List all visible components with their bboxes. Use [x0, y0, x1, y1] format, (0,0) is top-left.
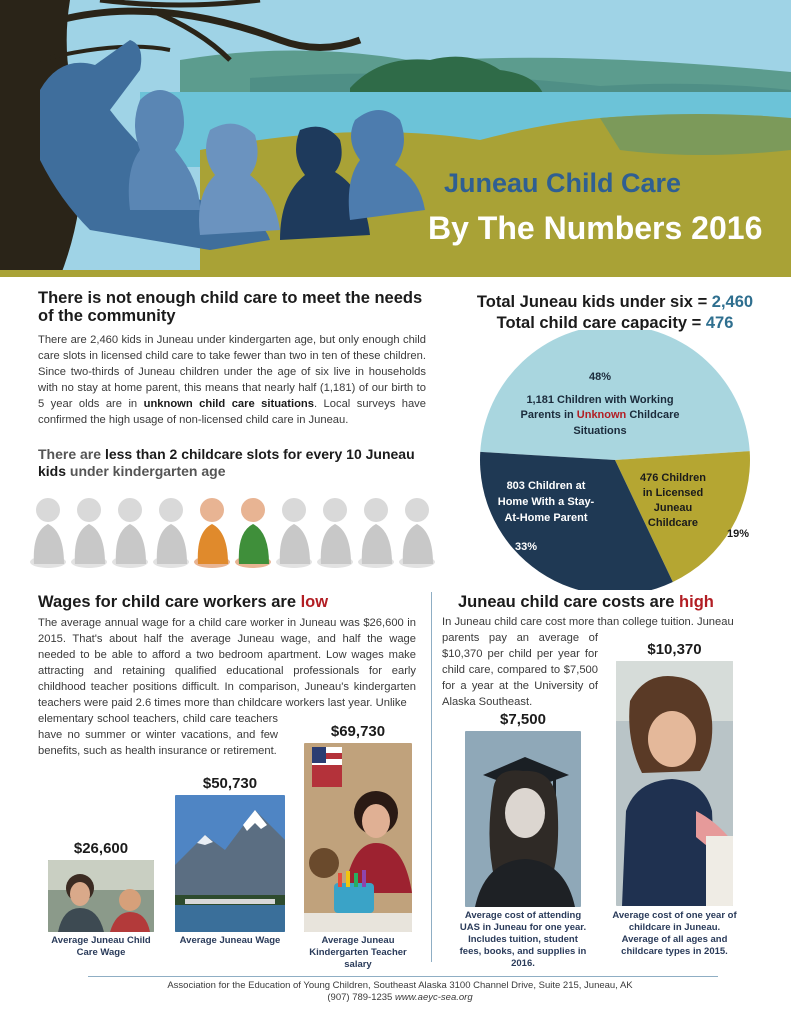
capacity-label: Total child care capacity =: [496, 314, 706, 332]
total-kids-value: 2,460: [711, 293, 754, 311]
pie-text-licensed-2: in Licensed: [642, 487, 704, 499]
intro-text-1: There are 2,460 kids in Juneau under kindergarten age, but only enough child care slots in licensed child care to take fewer than two in ten of these children. Since two-thirds of Juneau children under the age of six live in households with no stay at home parent, this means that nearly half (1,181) of our birth to 5 year olds are in: [38, 334, 426, 410]
column-divider: [431, 592, 432, 962]
wages-paragraph: The average annual wage for a child care worker in Juneau was $26,600 in 2015. That's about half the average Juneau wage, and half the wage needed to be able to afford a two bedroom apartment. Low wages make attracting and retaining qualified educational professionals for early childhood teacher positions difficult. In comparison, Juneau's kindergarten teachers were paid 2.6 times more than childcare workers last year. Unlike: [38, 617, 416, 709]
title-line-2: By The Numbers 2016: [428, 210, 763, 246]
footer: [60, 980, 740, 1004]
intro-text-2: . Local surveys have confirmed the high usage of non-licensed child care in Juneau.: [38, 398, 426, 426]
baby-gray: [358, 498, 394, 568]
footer-contact: [60, 992, 740, 1004]
costs-paragraph: parents pay an average of $10,370 per child per year for child care, compared to $7,500 for a year at the University of Alaska Southeast.: [442, 632, 598, 708]
baby-highlighted: [235, 498, 271, 568]
wages-heading-b: low: [300, 593, 329, 611]
baby-gray: [317, 498, 353, 568]
babies-row: [22, 488, 440, 570]
pie-text-licensed-3: Juneau: [653, 502, 693, 514]
wage-value-average: $50,730: [202, 775, 258, 792]
childcare-worker-photo: [48, 860, 154, 932]
wages-heading: [38, 593, 328, 611]
intro-paragraph: [38, 332, 426, 428]
intro-text-bold: unknown child care situations: [143, 398, 314, 410]
wage-caption-childcare: Average Juneau Child Care Wage: [51, 935, 151, 958]
pie-text-unknown-1: 1,181 Children with Working: [526, 394, 674, 406]
child-drawing-photo: [616, 661, 733, 906]
totals-block: [440, 292, 790, 334]
costs-heading-b: high: [679, 593, 714, 611]
wage-caption-average: Average Juneau Wage: [179, 935, 281, 946]
slots-heading: [38, 446, 418, 480]
baby-gray: [71, 498, 107, 568]
graduate-photo: [465, 731, 581, 907]
pie-text-home-1: 803 Children at: [506, 480, 586, 492]
total-kids-label: Total Juneau kids under six =: [476, 293, 712, 311]
total-kids-line: [440, 292, 790, 313]
slots-heading-c: under kindergarten age: [66, 463, 226, 479]
kindergarten-teacher-photo: [304, 743, 412, 932]
baby-highlighted: [194, 498, 230, 568]
pie-pct-licensed: 19%: [726, 528, 750, 540]
slots-heading-a: There are: [38, 446, 105, 462]
footer-divider: [88, 976, 718, 977]
cost-value-uas: $7,500: [500, 711, 546, 728]
pie-text-home-3: At-Home Parent: [504, 512, 588, 524]
pie-chart: [440, 330, 791, 590]
wages-paragraph-tail: elementary school teachers, child care teachers have no summer or winter vacations, and few benefits, such as health insurance or retirement.: [38, 713, 278, 757]
pie-pct-home: 33%: [514, 541, 538, 553]
baby-gray: [276, 498, 312, 568]
pie-text-licensed-1: 476 Children: [639, 472, 707, 484]
pie-text-licensed-4: Childcare: [647, 517, 699, 529]
title-line-1: Juneau Child Care: [444, 168, 682, 198]
pie-text-unknown-2: Parents in Unknown Childcare: [520, 409, 680, 421]
costs-paragraph-top: In Juneau child care cost more than college tuition. Juneau: [442, 616, 734, 628]
costs-heading-a: Juneau child care costs are: [458, 593, 680, 611]
footer-address: Association for the Education of Young Children, Southeast Alaska 3100 Channel Drive, Suite 215, Juneau, AK: [167, 980, 633, 991]
pie-text-home-2: Home With a Stay-: [497, 496, 595, 508]
wage-value-childcare: $26,600: [73, 840, 129, 857]
slots-heading-b: less than 2 childcare slots for every 10 Juneau kids: [38, 446, 415, 479]
baby-gray: [112, 498, 148, 568]
wage-caption-kindergarten: Average Juneau Kindergarten Teacher salary: [309, 935, 407, 970]
footer-website-link[interactable]: www.aeyc-sea.org: [394, 992, 473, 1003]
footer-phone: (907) 789-1235: [327, 992, 395, 1003]
cost-caption-childcare: Average cost of one year of childcare in Juneau. Average of all ages and childcare types in 2015.: [612, 910, 737, 957]
costs-heading: [458, 593, 714, 611]
wage-value-kindergarten: $69,730: [330, 723, 386, 740]
juneau-mountain-photo: [175, 795, 285, 932]
pie-text-unknown-3: Situations: [573, 425, 627, 437]
capacity-value: 476: [705, 314, 734, 332]
cost-caption-uas: Average cost of attending UAS in Juneau for one year. Includes tuition, student fees, books, and supplies in 2016.: [459, 910, 587, 969]
baby-gray: [399, 498, 435, 568]
pie-pct-unknown: 48%: [588, 371, 612, 383]
baby-gray: [30, 498, 66, 568]
wages-heading-a: Wages for child care workers are: [38, 593, 301, 611]
baby-gray: [153, 498, 189, 568]
intro-heading: There is not enough child care to meet the needs of the community: [38, 289, 423, 326]
cost-value-childcare: $10,370: [647, 641, 702, 658]
